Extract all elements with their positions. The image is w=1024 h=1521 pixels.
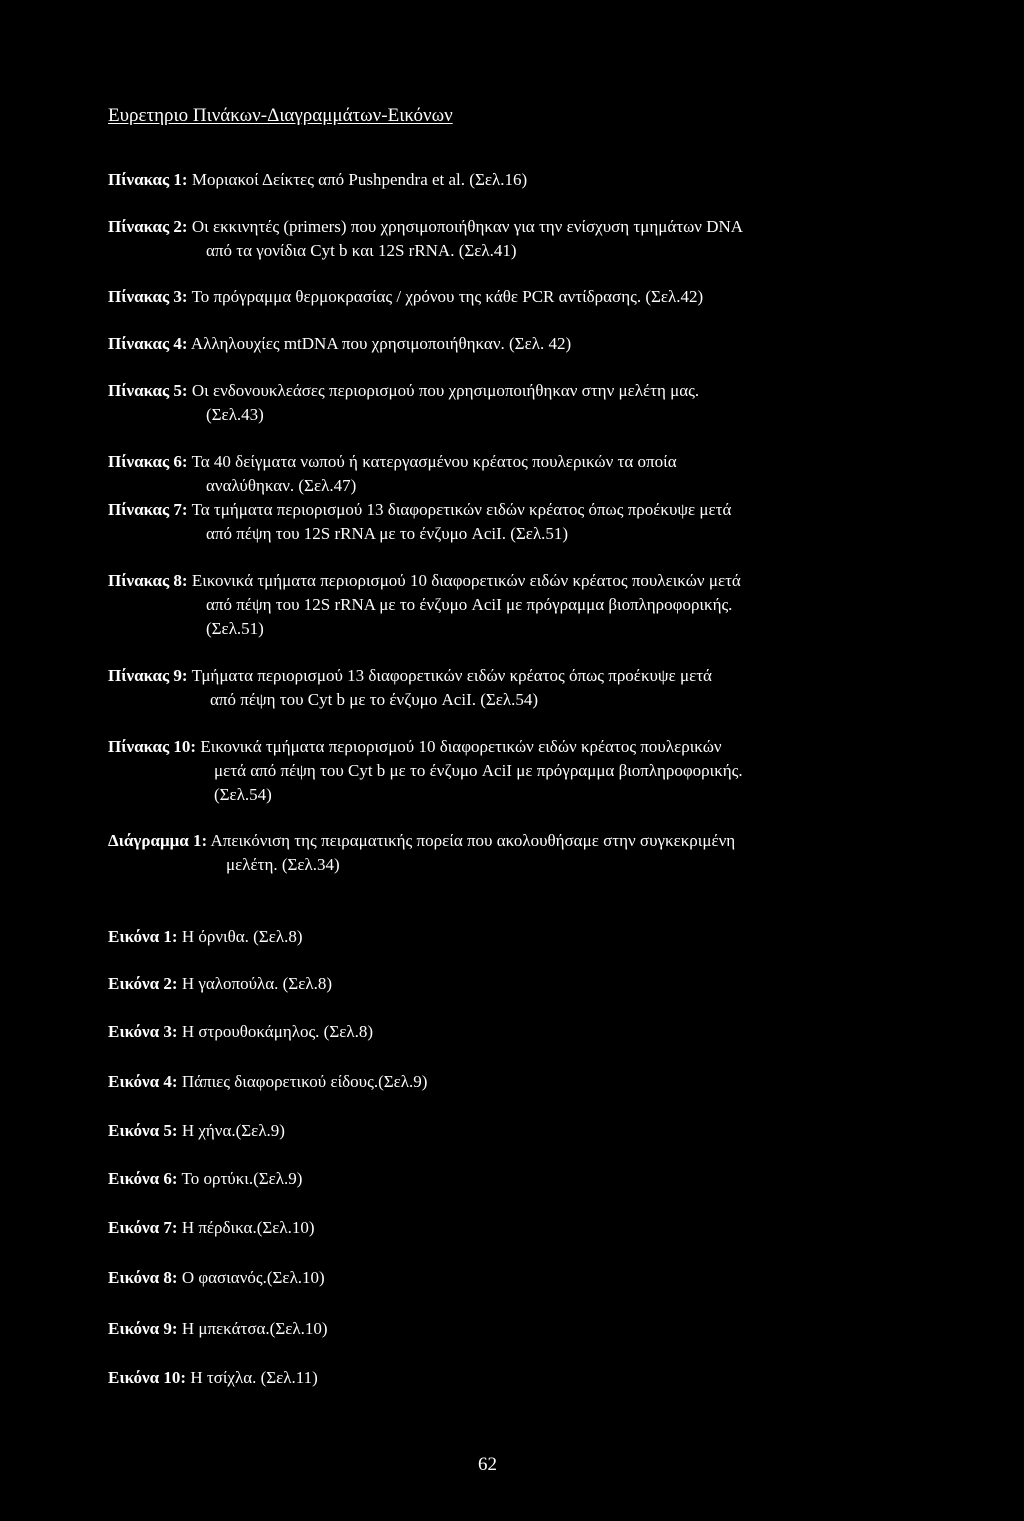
entry-text: Μοριακοί Δείκτες από Pushpendra et al. (Σελ.16) [191,170,528,189]
entry-text: (Σελ.43) [206,405,264,424]
entry-text: από πέψη του 12S rRNA με το ένζυμο AciI με πρόγραμμα βιοπληροφορικής. [206,595,733,614]
index-entry-table-5 [108,379,908,427]
entry-text: Η μπεκάτσα.(Σελ.10) [181,1319,328,1338]
index-heading: Ευρετηριο Πινάκων-Διαγραμμάτων-Εικόνων [108,105,453,126]
index-entry-figure-2 [108,972,908,996]
entry-text: Αλληλουχίες mtDNA που χρησιμοποιήθηκαν. (Σελ. 42) [190,334,572,353]
page-number: 62 [478,1454,497,1475]
entry-text: Η χήνα.(Σελ.9) [181,1121,285,1140]
index-entry-figure-4 [108,1070,908,1094]
entry-label: Εικόνα 2: [108,974,178,993]
index-entry-figure-1 [108,925,908,949]
entry-label: Εικόνα 1: [108,927,178,946]
entry-label: Εικόνα 5: [108,1121,178,1140]
entry-label: Πίνακας 2: [108,217,188,236]
entry-text: Το πρόγραμμα θερμοκρασίας / χρόνου της κάθε PCR αντίδρασης. (Σελ.42) [191,287,704,306]
entry-text: Πάπιες διαφορετικού είδους.(Σελ.9) [181,1072,428,1091]
index-entry-figure-6 [108,1167,908,1191]
entry-text: Ο φασιανός.(Σελ.10) [181,1268,325,1287]
entry-label: Πίνακας 3: [108,287,188,306]
index-entry-figure-9 [108,1317,908,1341]
index-entry-figure-10 [108,1366,908,1390]
entry-text: μετά από πέψη του Cyt b με το ένζυμο AciI με πρόγραμμα βιοπληροφορικής. [214,761,743,780]
index-entry-diagram-1 [108,829,908,877]
entry-label: Πίνακας 7: [108,500,188,519]
entry-text: Η γαλοπούλα. (Σελ.8) [181,974,332,993]
entry-text: Η όρνιθα. (Σελ.8) [181,927,303,946]
index-entry-table-2 [108,215,908,263]
index-entry-table-10 [108,735,908,807]
entry-label: Πίνακας 4: [108,334,188,353]
entry-label: Πίνακας 10: [108,737,197,756]
entry-text: Η πέρδικα.(Σελ.10) [181,1218,315,1237]
entry-label: Εικόνα 9: [108,1319,178,1338]
index-entry-figure-7 [108,1216,908,1240]
entry-label: Πίνακας 1: [108,170,188,189]
entry-text: Οι εκκινητές (primers) που χρησιμοποιήθηκαν για την ενίσχυση τμημάτων DNA [191,217,744,236]
index-entry-figure-8 [108,1266,908,1290]
entry-text: Η τσίχλα. (Σελ.11) [190,1368,318,1387]
entry-text: (Σελ.54) [214,785,272,804]
entry-label: Εικόνα 7: [108,1218,178,1237]
index-entry-figure-3 [108,1020,908,1044]
entry-text: αναλύθηκαν. (Σελ.47) [206,476,357,495]
entry-text: Τα τμήματα περιορισμού 13 διαφορετικών ειδών κρέατος όπως προέκυψε μετά [191,500,732,519]
index-entry-table-3 [108,285,908,309]
entry-text: από τα γονίδια Cyt b και 12S rRNA. (Σελ.41) [206,241,517,260]
entry-text: Το ορτύκι.(Σελ.9) [181,1169,303,1188]
entry-label: Πίνακας 8: [108,571,188,590]
entry-label: Εικόνα 3: [108,1022,178,1041]
entry-text: (Σελ.51) [206,619,264,638]
index-entry-table-4 [108,332,908,356]
entry-label: Εικόνα 4: [108,1072,178,1091]
index-entry-figure-5 [108,1119,908,1143]
index-entry-table-9 [108,664,908,712]
entry-label: Διάγραμμα 1: [108,831,208,850]
index-entry-table-7 [108,498,908,546]
index-entry-table-1 [108,168,908,192]
entry-text: Εικονικά τμήματα περιορισμού 10 διαφορετικών ειδών κρέατος πουλερικών [200,737,722,756]
entry-text: μελέτη. (Σελ.34) [226,855,340,874]
entry-text: από πέψη του Cyt b με το ένζυμο AciI. (Σελ.54) [210,690,539,709]
index-entry-table-8 [108,569,908,641]
entry-label: Πίνακας 6: [108,452,188,471]
entry-label: Πίνακας 9: [108,666,188,685]
entry-text: Τμήματα περιορισμού 13 διαφορετικών ειδών κρέατος όπως προέκυψε μετά [191,666,712,685]
entry-label: Πίνακας 5: [108,381,188,400]
entry-text: Τα 40 δείγματα νωπού ή κατεργασμένου κρέατος πουλερικών τα οποία [191,452,677,471]
entry-text: Απεικόνιση της πειραματικής πορεία που ακολουθήσαμε στην συγκεκριμένη [210,831,736,850]
entry-text: από πέψη του 12S rRNA με το ένζυμο AciI. (Σελ.51) [206,524,569,543]
entry-text: Εικονικά τμήματα περιορισμού 10 διαφορετικών ειδών κρέατος πουλεικών μετά [191,571,741,590]
entry-label: Εικόνα 10: [108,1368,187,1387]
index-entry-table-6 [108,450,908,498]
entry-label: Εικόνα 6: [108,1169,178,1188]
entry-label: Εικόνα 8: [108,1268,178,1287]
entry-text: Οι ενδονουκλεάσες περιορισμού που χρησιμοποιήθηκαν στην μελέτη μας. [191,381,700,400]
entry-text: Η στρουθοκάμηλος. (Σελ.8) [181,1022,374,1041]
